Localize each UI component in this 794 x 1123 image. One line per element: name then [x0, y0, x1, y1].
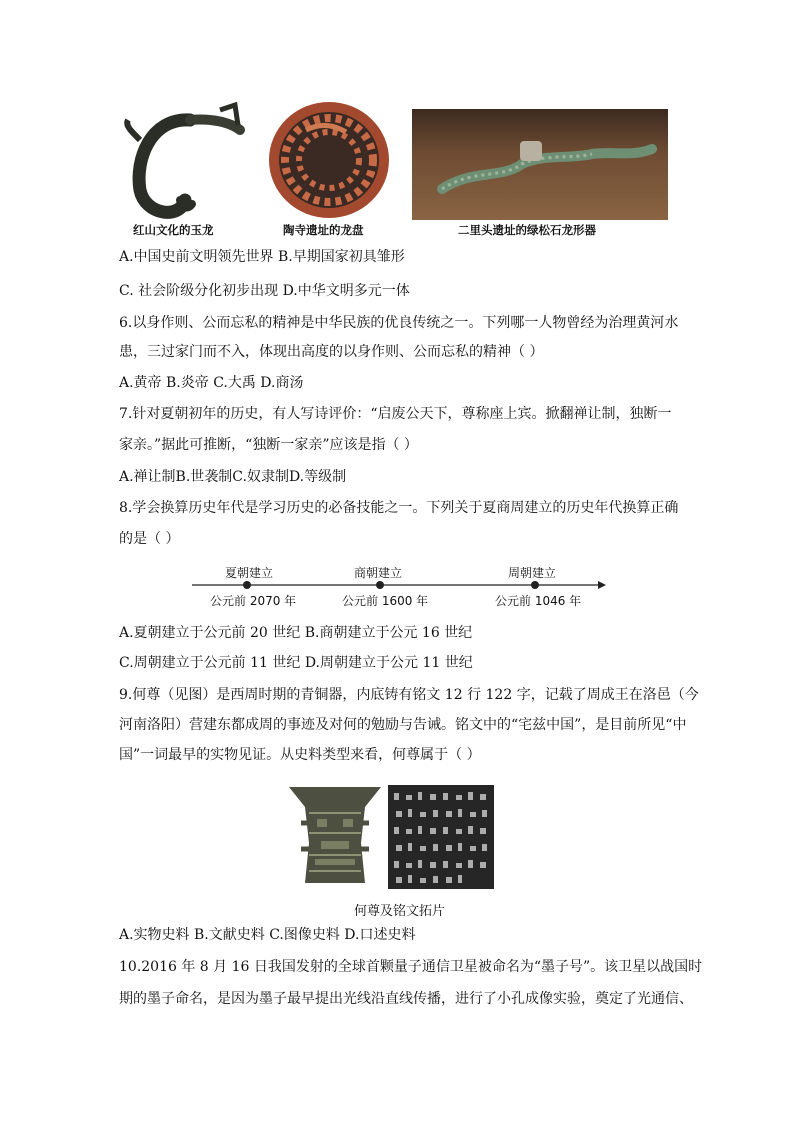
- q9-options: A.实物史料 B.文献史料 C.图像史料 D.口述史料: [119, 927, 416, 943]
- he-zun-bronze-image: [287, 783, 383, 891]
- q8-options-line-2: C.周朝建立于公元前 11 世纪 D.周朝建立于公元 11 世纪: [119, 655, 473, 671]
- q5-options-line-1: A.中国史前文明领先世界 B.早期国家初具雏形: [119, 249, 405, 265]
- q9-stem-line-1: 9.何尊（见图）是西周时期的青铜器，内底铸有铭文 12 行 122 字，记载了周成王在洛邑（今: [119, 687, 699, 703]
- q8-stem-line-2: 的是（ ）: [119, 531, 180, 547]
- timeline-point-zhou: [531, 581, 539, 589]
- timeline-year-zhou: 公元前 1046 年: [495, 594, 582, 608]
- q10-stem-line-1: 10.2016 年 8 月 16 日我国发射的全球首颗量子通信卫星被命名为“墨子号”。该卫星以战国时: [119, 959, 703, 975]
- dragon-plate-image: [266, 100, 392, 220]
- turquoise-dragon-image: [412, 109, 668, 220]
- jade-dragon-caption: 红山文化的玉龙: [133, 223, 214, 237]
- timeline-point-shang: [376, 581, 384, 589]
- q9-stem-line-2: 河南洛阳）营建东都成周的事迹及对何的勉励与告诫。铭文中的“宅兹中国”，是目前所见“中: [119, 717, 687, 733]
- q6-stem-line-1: 6.以身作则、公而忘私的精神是中华民族的优良传统之一。下列哪一人物曾经为治理黄河水: [119, 315, 679, 331]
- timeline-event-shang: 商朝建立: [354, 566, 403, 580]
- q9-stem-line-3: 国”一词最早的实物见证。从史料类型来看，何尊属于（ ）: [119, 747, 481, 763]
- timeline-year-xia: 公元前 2070 年: [210, 594, 297, 608]
- q7-options: A.禅让制B.世袭制C.奴隶制D.等级制: [119, 469, 347, 485]
- q10-stem-line-2: 期的墨子命名，是因为墨子最早提出光线沿直线传播，进行了小孔成像实验，奠定了光通信、: [119, 991, 693, 1007]
- dynasty-timeline: [190, 562, 610, 612]
- q8-stem-line-1: 8.学会换算历史年代是学习历史的必备技能之一。下列关于夏商周建立的历史年代换算正确: [119, 500, 679, 516]
- dragon-plate-caption: 陶寺遗址的龙盘: [283, 223, 364, 237]
- q7-stem-line-2: 家亲。”据此可推断，“独断一家亲”应该是指（ ）: [119, 437, 418, 453]
- q8-options-line-1: A.夏朝建立于公元前 20 世纪 B.商朝建立于公元 16 世纪: [119, 625, 473, 641]
- timeline-event-zhou: 周朝建立: [508, 566, 557, 580]
- q6-stem-line-2: 患，三过家门而不入，体现出高度的以身作则、公而忘私的精神（ ）: [119, 344, 544, 360]
- q5-options-line-2: C. 社会阶级分化初步出现 D.中华文明多元一体: [119, 283, 410, 299]
- he-zun-inscription-rubbing-image: [388, 785, 494, 889]
- he-zun-caption: 何尊及铭文拓片: [354, 904, 446, 919]
- timeline-event-xia: 夏朝建立: [225, 566, 274, 580]
- timeline-point-xia: [243, 581, 251, 589]
- q7-stem-line-1: 7.针对夏朝初年的历史，有人写诗评价：“启废公天下，尊称座上宾。掀翻禅让制，独断一: [119, 406, 672, 422]
- q6-options: A.黄帝 B.炎帝 C.大禹 D.商汤: [119, 375, 304, 391]
- jade-dragon-image: [120, 100, 250, 220]
- timeline-year-shang: 公元前 1600 年: [342, 594, 429, 608]
- turquoise-dragon-caption: 二里头遗址的绿松石龙形器: [458, 223, 596, 237]
